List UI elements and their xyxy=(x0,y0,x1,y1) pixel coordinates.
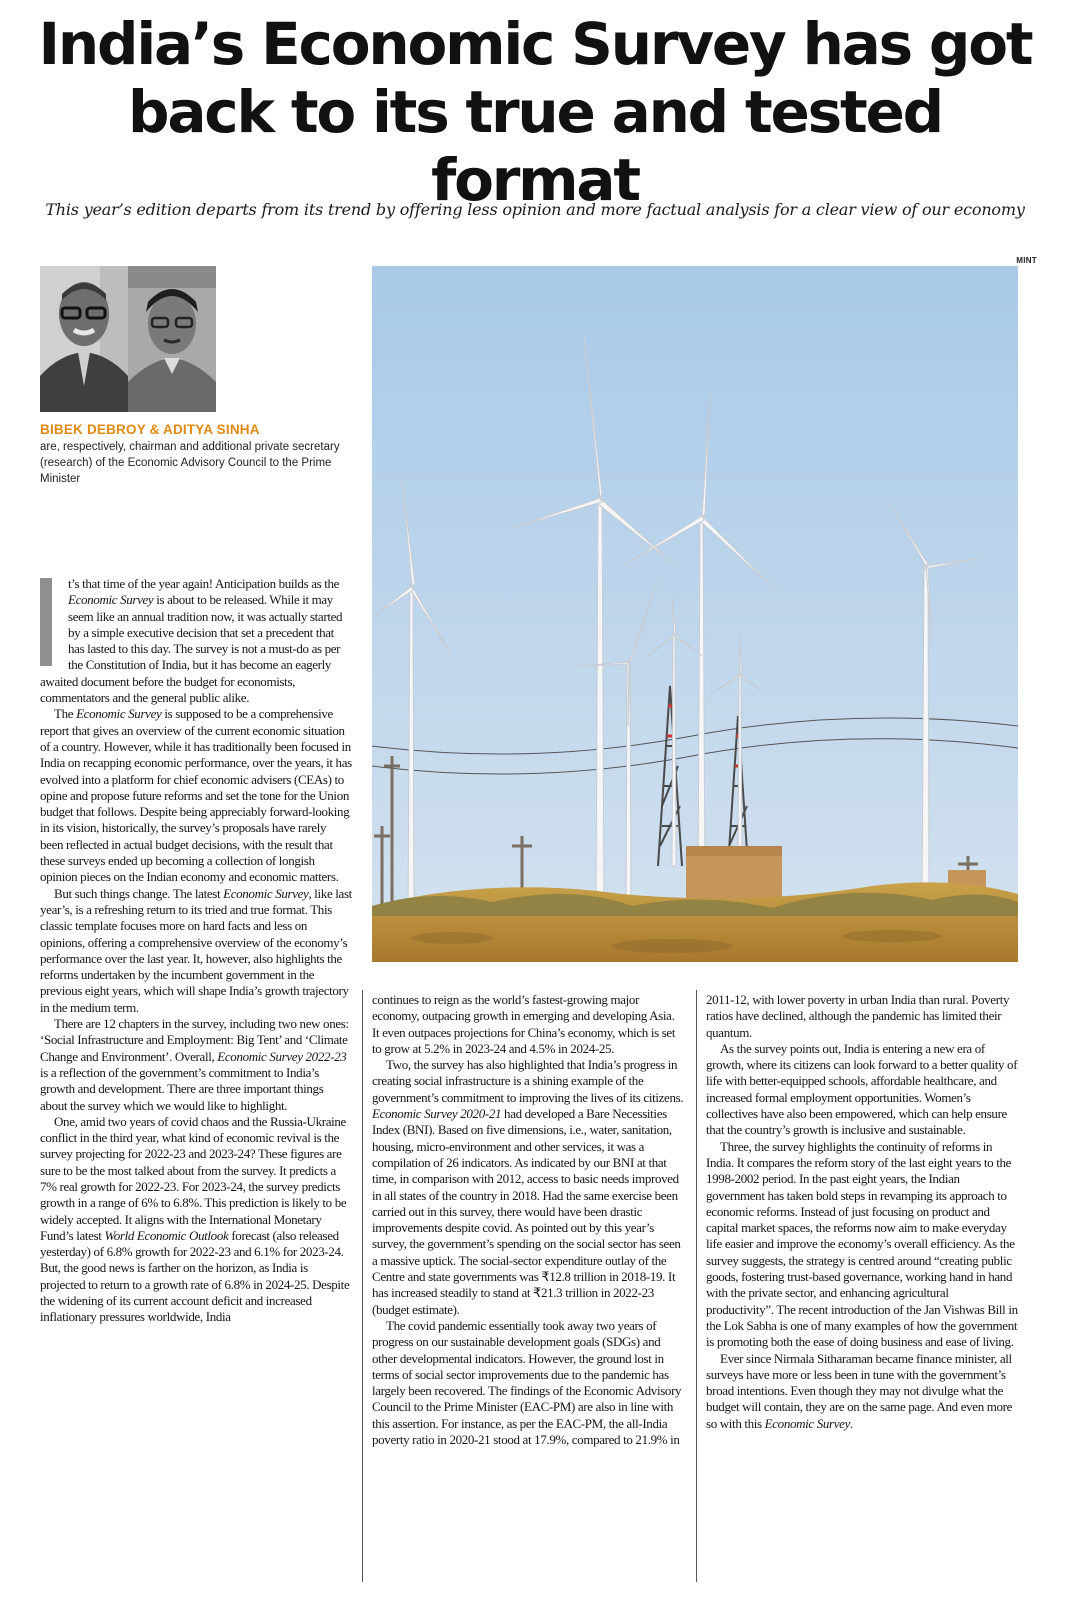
byline xyxy=(40,422,340,487)
article-paragraph: There are 12 chapters in the survey, including two new ones: ‘Social Infrastructure and Employment: Big Tent’ and ‘Climate Change and Environment’. Overall, Economic Survey 2022-23 is a reflection of the government’s commitment to India’s growth and development. There are three important things about the survey which we would like to highlight. xyxy=(40,1016,349,1113)
headline-line-1: India’s Economic Survey has got xyxy=(38,10,1032,78)
article-paragraph: 2011-12, with lower poverty in urban India than rural. Poverty ratios have declined, although the pandemic has limited their quantum. xyxy=(706,992,1010,1040)
drop-cap xyxy=(40,578,52,666)
author-photos xyxy=(40,266,216,412)
italic-title: Economic Survey 2022-23 xyxy=(217,1048,347,1064)
italic-title: Economic Survey xyxy=(223,885,309,901)
article-column-2 xyxy=(372,992,684,1592)
author-bio: are, respectively, chairman and additional private secretary (research) of the Economic Advisory Council to the Prime Minister xyxy=(40,441,340,485)
italic-title: Economic Survey xyxy=(76,706,162,722)
photo-credit: MINT xyxy=(1016,256,1037,265)
article-paragraph: Three, the survey highlights the continuity of reforms in India. It compares the reform story of the last eight years to the 1998-2002 period. In the past eight years, the Indian government has taken bold steps in revamping its approach to economic reforms. Instead of just focusing on product and capital market spaces, the reforms now aim to make everyday life easier and improve the economy’s overall efficiency. As the survey suggests, the strategy is centred around “creating public goods, fostering trust-based governance, working hand in hand with the private sector, and enhancing agricultural productivity”. The recent introduction of the Jan Vishwas Bill in the Lok Sabha is one of many examples of how the government is promoting both the ease of doing business and ease of living. xyxy=(706,1138,1018,1350)
wind-turbine-illustration xyxy=(372,266,1018,962)
author-photo-sinha xyxy=(128,266,216,412)
italic-title: Economic Survey 2020-21 xyxy=(372,1106,502,1122)
article-paragraph: But such things change. The latest Economic Survey, like last year’s, is a refreshing return to its tried and true format. This classic template focuses more on hard facts and less on opinions, offering a comprehensive overview of the economy’s performance over the last year. It, however, also highlights the reforms undertaken by the incumbent government in the previous eight years, which will shape India’s growth trajectory in the medium term. xyxy=(40,885,352,1015)
article-paragraph: One, amid two years of covid chaos and the Russia-Ukraine conflict in the third year, what kind of economic revival is the survey projecting for 2022-23 and 2023-24? These figures are sure to be the most talked about from the survey. It predicts a 7% real growth for 2022-23. For 2023-24, the survey predicts growth in a range of 6% to 6.8%. This prediction is likely to be widely accepted. It aligns with the International Monetary Fund’s latest World Economic Outlook forecast (also released yesterday) of 6.8% growth for 2022-23 and 6.1% for 2023-24. But, the good news is farther on the horizon, as India is projected to return to a growth rate of 6.8% in 2024-25. Despite the widening of its current account deficit and increased inflationary pressures worldwide, India xyxy=(40,1113,350,1325)
author-photo-debroy xyxy=(40,266,128,412)
italic-title: Economic Survey xyxy=(764,1415,851,1431)
headline-line-2: back to its true and tested format xyxy=(128,78,942,214)
italic-title: Economic Survey xyxy=(68,592,154,608)
wind-farm-photo xyxy=(372,266,1018,962)
author-names: BIBEK DEBROY & ADITYA SINHA xyxy=(40,422,260,437)
column-rule xyxy=(362,990,363,1582)
italic-title: World Economic Outlook xyxy=(104,1227,229,1243)
article-paragraph: The covid pandemic essentially took away two years of progress on our sustainable development goals (SDGs) and other developmental indicators. However, the ground lost in terms of social sector improvements due to the pandemic has largely been recovered. The findings of the Economic Advisory Council to the Prime Minister (EAC-PM) are also in line with this assertion. For instance, as per the EAC-PM, the all-India poverty ratio in 2020-21 stood at 17.9%, compared to 21.9% in xyxy=(372,1317,682,1448)
standfirst: This year’s edition departs from its trend by offering less opinion and more factual analysis for a clear view of our economy xyxy=(45,200,1025,219)
article-paragraph: Ever since Nirmala Sitharaman became finance minister, all surveys have more or less been in tune with the government’s broad intentions. Even though they may not divulge what the budget will contain, they are on the same page. And even more so with this Economic Survey. xyxy=(706,1350,1013,1431)
article-column-3 xyxy=(706,992,1018,1592)
article-paragraph: The Economic Survey is supposed to be a comprehensive report that gives an overview of the current economic situation of a country. However, while it has traditionally been focused in India on recapping economic performance, over the years, it has evolved into a platform for chief economic advisers (CEAs) to opine and propose future reforms and set the tone for the Union budget that follows. Despite being appreciably forward-looking in its vision, historically, the survey’s proposals have rarely been reflected in actual budget decisions, with the result that these surveys ended up becoming a collection of longish opinion pieces on the Indian economy and economic matters. xyxy=(40,706,352,885)
article-paragraph: Two, the survey has also highlighted that India’s progress in creating social infrastructure is a shining example of the government’s commitment to improving the lives of its citizens. Economic Survey 2020-21 had developed a Bare Necessities Index (BNI). Based on five dimensions, i.e., water, sanitation, housing, micro-environment and other services, it was a compilation of 26 indicators. As indicated by our BNI at that time, in comparison with 2012, access to basic needs improved in all states of the country in 2018. Had the same exercise been carried out in this survey, there would have been drastic improvements despite covid. As pointed out by this year’s survey, the government’s spending on the social sector has seen a massive uptick. The social-sector expenditure outlay of the Centre and state governments was ₹12.8 trillion in 2018-19. It has increased steadily to stand at ₹21.3 trillion in 2022-23 (budget estimate). xyxy=(372,1057,684,1317)
headline xyxy=(30,10,1040,214)
article-paragraph: As the survey points out, India is entering a new era of growth, where its citizens can look forward to a better quality of life with better-equipped schools, affordable healthcare, and increased formal employment opportunities. Women’s collectives have also been empowered, which can help ensure that the country’s growth is inclusive and sustainable. xyxy=(706,1040,1018,1138)
article-paragraph: t’s that time of the year again! Anticipation builds as the Economic Survey is about to be released. While it may seem like an annual tradition now, it was actually started by a simple executive decision that set a precedent that has lasted to this day. The survey is not a must-do as per the Constitution of India, but it has become an eagerly awaited document before the budget for economists, commentators and the general public alike. xyxy=(40,576,343,706)
column-rule xyxy=(696,990,697,1582)
article-column-1 xyxy=(40,576,352,1591)
article-paragraph: continues to reign as the world’s fastest-growing major economy, outpacing growth in emerging and developing Asia. It even outpaces projections for China’s economy, which is set to grow at 5.2% in 2023-24 and 4.5% in 2024-25. xyxy=(372,992,676,1056)
